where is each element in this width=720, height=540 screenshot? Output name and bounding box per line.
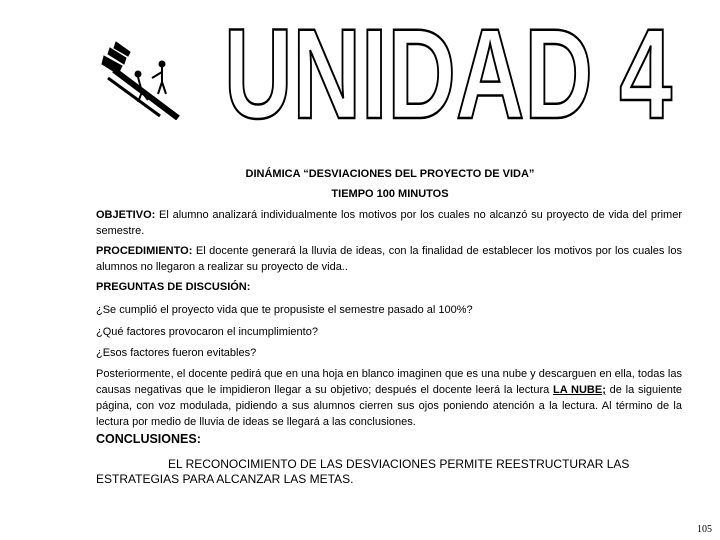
objective-text: El alumno analizará individualmente los motivos por los cuales no alcanzó su proyecto de vida del primer semestre.: [96, 209, 682, 237]
reading-title-link: LA NUBE;: [553, 384, 606, 396]
conclusions-text: EL RECONOCIMIENTO DE LAS DESVIACIONES PERMITE REESTRUCTURAR LAS ESTRATEGIAS PARA ALCANZAR LAS METAS.: [96, 457, 630, 486]
question-item: ¿Esos factores fueron evitables?: [96, 347, 257, 359]
procedure-paragraph: [96, 243, 682, 275]
question-item: ¿Qué factores provocaron el incumplimiento?: [96, 326, 318, 338]
procedure-text: El docente generará la lluvia de ideas, con la finalidad de establecer los motivos por los cuales los alumnos no llegaron a realizar su proyecto de vida..: [96, 245, 682, 273]
people-on-ramp-icon: [100, 40, 190, 120]
dynamic-title: DINÁMICA “DESVIACIONES DEL PROYECTO DE VIDA”: [245, 168, 535, 180]
unit-title: [218, 12, 678, 124]
questions-heading: PREGUNTAS DE DISCUSIÓN:: [96, 281, 251, 293]
unit-title-text: UNIDAD 4: [224, 12, 672, 124]
conclusions-heading: CONCLUSIONES:: [96, 432, 201, 446]
question-item: ¿Se cumplió el proyecto vida que te propusiste el semestre pasado al 100%?: [96, 304, 473, 316]
procedure-label: PROCEDIMIENTO:: [96, 245, 193, 257]
page-number: 105: [697, 524, 712, 535]
objective-paragraph: [96, 207, 682, 239]
time-label: TIEMPO 100 MINUTOS: [331, 188, 449, 200]
objective-label: OBJETIVO:: [96, 209, 156, 221]
closing-paragraph: Posteriormente, el docente pedirá que en una hoja en blanco imaginen que es una nube y descarguen en ella, todas las causas negativas que le impidieron llegar a su objetivo; después el docente leerá la lectura LA NUBE; de la siguiente página, con voz modulada, pidiendo a sus alumnos cierren sus ojos poniendo atención a la lectura. Al término de la lectura por medio de lluvia de ideas se llegará a las conclusiones.: [96, 368, 682, 428]
